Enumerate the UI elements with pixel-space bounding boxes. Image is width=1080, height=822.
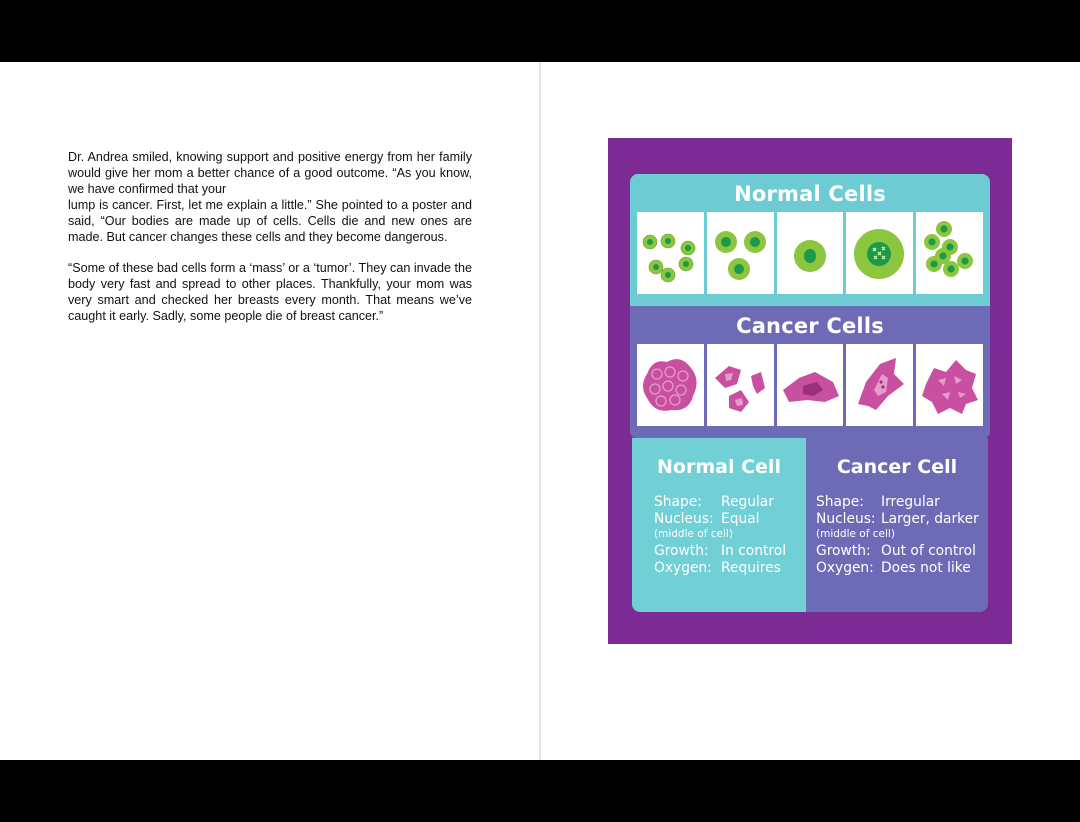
right-page — [541, 62, 1080, 760]
normal-cell-group-image — [707, 212, 774, 294]
story-paragraph-1 — [68, 150, 472, 245]
nucleus-value: Equal — [721, 511, 760, 528]
book-spread — [0, 62, 1080, 760]
nucleus-label: Nucleus: — [654, 511, 714, 528]
normal-nucleus-row — [654, 511, 786, 528]
normal-shape-row — [654, 494, 786, 511]
cancer-cell-cluster-image — [637, 344, 704, 426]
normal-cell-title: Normal Cell — [657, 456, 781, 478]
normal-cell-mass-image — [916, 212, 983, 294]
normal-cells-tiles — [637, 212, 983, 294]
story-paragraph-1-part-2: lump is cancer. First, let me explain a little.” She pointed to a poster and said, “Our bodies are made up of cells. Cells die and new ones are made. But cancer changes these cells and they become dangerous. — [68, 197, 472, 244]
normal-cell-cluster-image — [637, 212, 704, 294]
story-paragraph-1-part-1: Dr. Andrea smiled, knowing support and positive energy from her family would give her mom a better chance of a good outcome. “As you know, we have confirmed that your — [68, 150, 472, 196]
cell-comparison — [632, 438, 988, 612]
oxygen-value: Does not like — [881, 560, 971, 577]
cancer-shape-row — [816, 494, 979, 511]
growth-label: Growth: — [816, 542, 871, 559]
cancer-cell-mass-image — [916, 344, 983, 426]
nucleus-note: (middle of cell) — [654, 527, 733, 540]
growth-value: Out of control — [881, 542, 976, 559]
oxygen-label: Oxygen: — [816, 560, 874, 577]
shape-label: Shape: — [816, 494, 864, 510]
normal-cells-band — [630, 174, 990, 306]
cancer-cells-band — [630, 306, 990, 438]
shape-value: Regular — [721, 494, 774, 510]
normal-cell-traits — [654, 494, 786, 578]
story-text — [68, 150, 472, 341]
nucleus-note: (middle of cell) — [816, 527, 895, 540]
cancer-cells-tiles — [637, 344, 983, 426]
shape-value: Irregular — [881, 494, 940, 510]
nucleus-label: Nucleus: — [816, 511, 876, 528]
story-paragraph-2: “Some of these bad cells form a ‘mass’ or a ‘tumor’. They can invade the body very fast and spread to other places. Thankfully, your mom was very smart and checked her breasts every month. That means we’ve caught it early. Sadly, some people die of breast cancer.” — [68, 261, 472, 324]
cancer-cell-fragments-image — [707, 344, 774, 426]
normal-growth-row — [654, 543, 786, 560]
normal-cells-title: Normal Cells — [734, 182, 886, 206]
cancer-cell-column — [806, 438, 988, 612]
nucleus-value: Larger, darker — [881, 511, 979, 528]
oxygen-value: Requires — [721, 560, 781, 577]
growth-label: Growth: — [654, 542, 709, 559]
cancer-cell-traits — [816, 494, 979, 578]
shape-label: Shape: — [654, 494, 702, 510]
growth-value: In control — [721, 542, 787, 559]
normal-single-cell-image — [777, 212, 844, 294]
cancer-nucleus-row — [816, 511, 979, 528]
normal-oxygen-row — [654, 560, 786, 577]
cancer-oxygen-row — [816, 560, 979, 577]
cells-poster — [608, 138, 1012, 644]
cancer-cell-spiky-image — [846, 344, 913, 426]
cancer-cells-title: Cancer Cells — [736, 314, 884, 338]
cancer-cell-irregular-image — [777, 344, 844, 426]
left-page — [0, 62, 539, 760]
oxygen-label: Oxygen: — [654, 560, 712, 577]
normal-dividing-cell-image — [846, 212, 913, 294]
cancer-growth-row — [816, 543, 979, 560]
cancer-cell-title: Cancer Cell — [836, 456, 958, 478]
normal-cell-column — [632, 438, 806, 612]
